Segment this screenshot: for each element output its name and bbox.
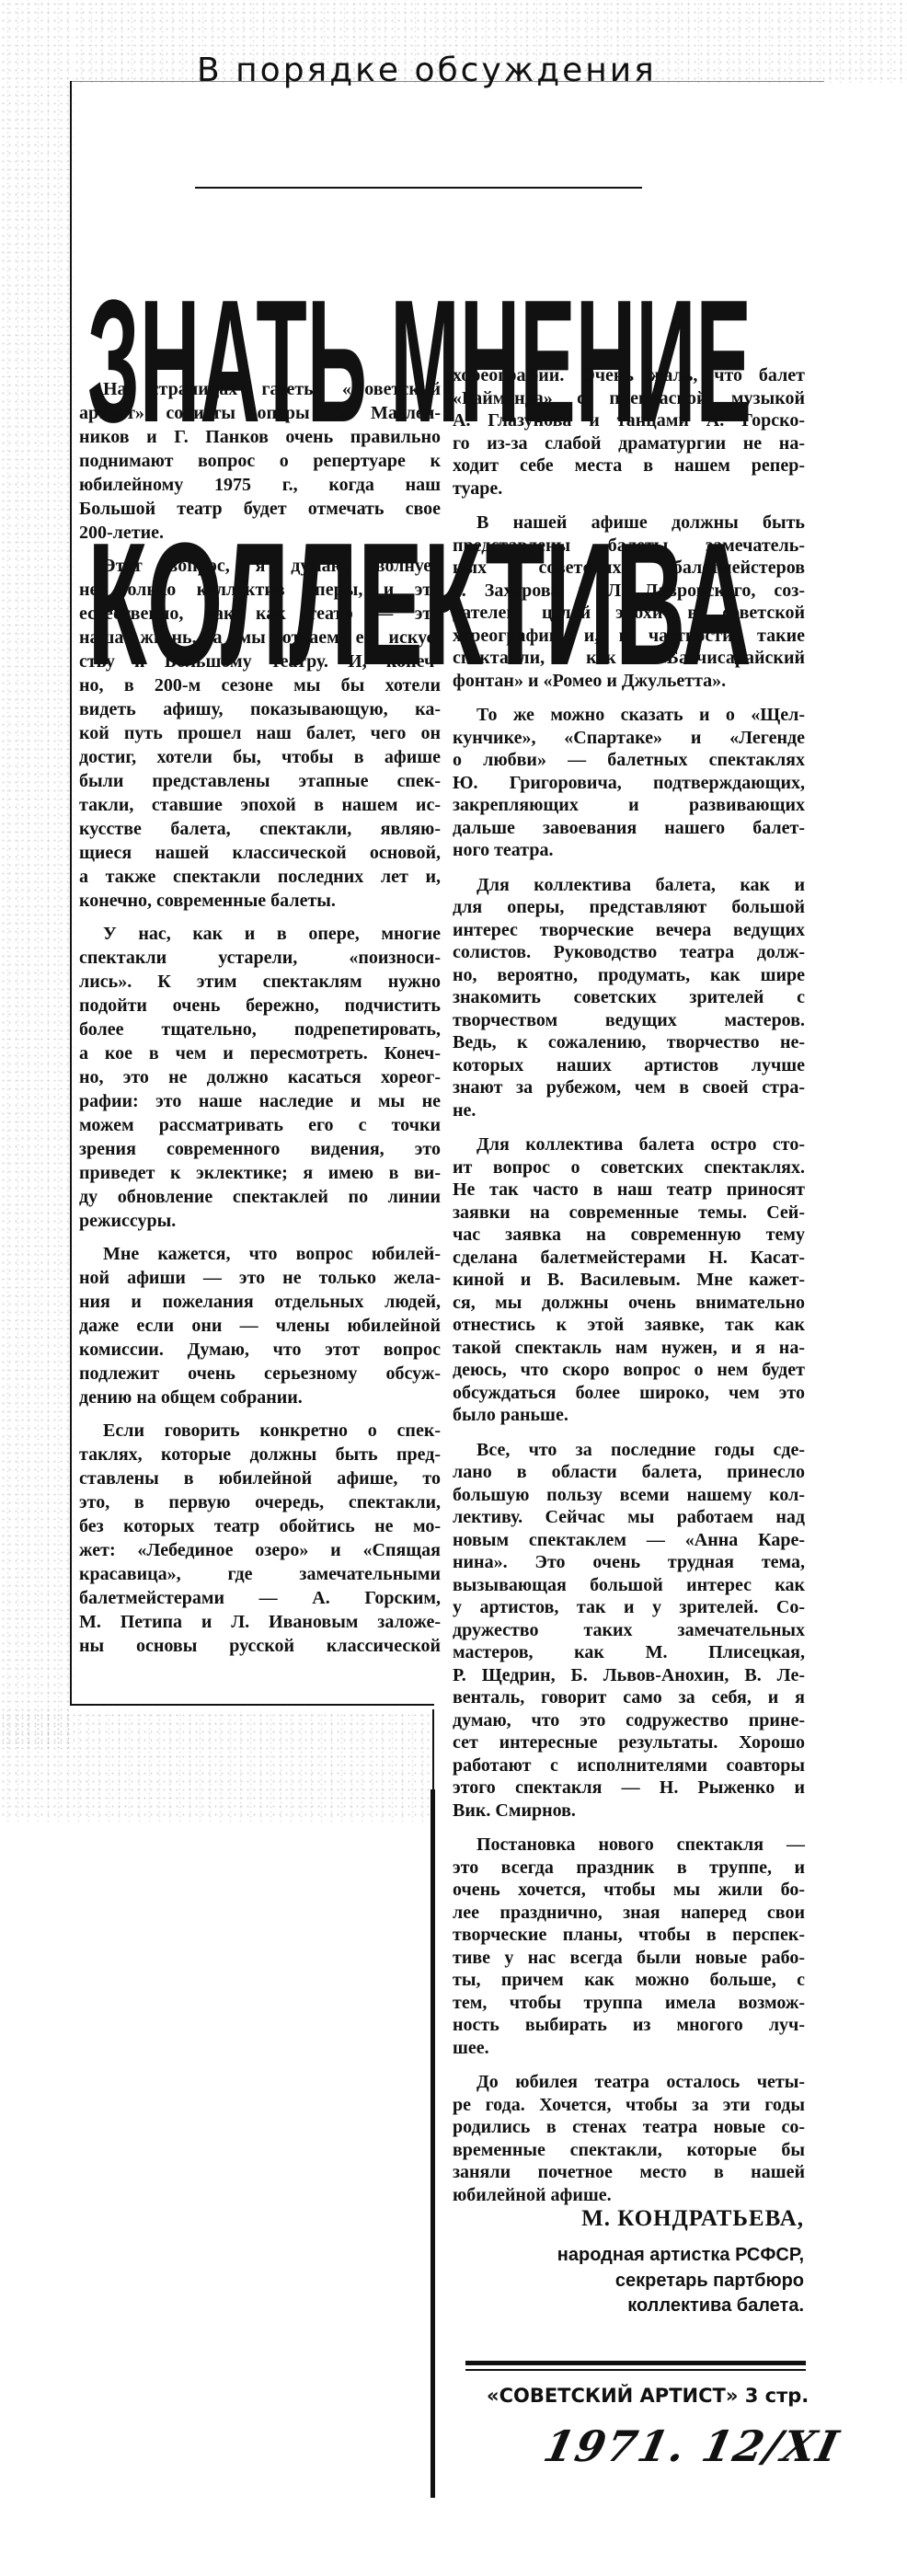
text-line: Вик. Смирнов.: [453, 1800, 576, 1821]
text-line: До юбилея театра осталось четы-: [476, 2072, 805, 2092]
column1-bottom-rule: [70, 1704, 434, 1706]
text-line: ся, мы должны очень внимательно: [453, 1292, 805, 1313]
paragraph: [453, 704, 805, 862]
text-line: ре года. Хочется, чтобы за эти годы: [453, 2094, 805, 2115]
text-line: Мне кажется, что вопрос юбилей-: [103, 1244, 441, 1264]
paragraph: [453, 1133, 805, 1427]
text-line: юбилейной афише.: [453, 2184, 612, 2205]
text-line: Для коллектива балета, как и: [476, 874, 805, 895]
text-line: творчеством ведущих мастеров.: [453, 1009, 805, 1030]
text-line: о любви» — балетных спектаклях: [453, 750, 805, 770]
text-line: наша жизнь, а мы отдаем ее искус-: [79, 627, 441, 648]
text-line: подойти очень бережно, подчистить: [79, 995, 441, 1016]
article-column-2: [453, 364, 805, 2218]
text-line: венталь, говорит само за себя, и я: [453, 1687, 805, 1708]
text-line: деюсь, что скоро вопрос о нем будет: [453, 1360, 805, 1380]
text-line: 200-летие.: [79, 523, 164, 543]
text-line: поднимают вопрос о репертуаре к: [79, 451, 441, 471]
text-line: Большой театр будет отмечать свое: [79, 499, 441, 519]
text-line: ходит себе места в нашем репер-: [453, 455, 805, 476]
text-line: Ведь, к сожалению, творчество не-: [453, 1032, 805, 1052]
text-line: временные спектакли, которые бы: [453, 2139, 805, 2160]
text-line: спектакли устарели, «поизноси-: [79, 948, 441, 968]
text-line: ния и пожелания отдельных людей,: [79, 1292, 441, 1312]
text-line: кусстве балета, спектакли, являю-: [79, 819, 441, 839]
text-line: ного театра.: [453, 840, 554, 860]
paragraph: [453, 1834, 805, 2059]
text-line: а также спектакли последних лет и,: [79, 867, 441, 887]
text-line: видеть афишу, показывающую, ка-: [79, 699, 441, 719]
text-line: лективу. Сейчас мы работаем над: [453, 1507, 805, 1527]
paragraph: [453, 512, 805, 692]
text-line: у артистов, так и у зрителей. Со-: [453, 1597, 805, 1617]
text-line: кунчике», «Спартаке» и «Легенде: [453, 727, 805, 748]
text-line: это, в первую очередь, спектакли,: [79, 1492, 441, 1512]
text-line: хореографии, и, в частности, такие: [453, 625, 805, 646]
text-line: родились в стенах театра новые со-: [453, 2117, 805, 2137]
text-line: Ю. Григоровича, подтверждающих,: [453, 772, 805, 793]
text-line: конечно, современные балеты.: [79, 891, 336, 911]
handwritten-date: 1971. 12/XI: [539, 2421, 844, 2471]
text-line: То же можно сказать и о «Щел-: [476, 705, 805, 725]
text-line: туаре.: [453, 477, 503, 499]
text-line: обсуждаться более широко, чем это: [453, 1382, 805, 1403]
text-line: без которых театр обойтись не мо-: [79, 1516, 441, 1536]
text-line: рафии: это наше наследие и мы не: [79, 1091, 441, 1111]
text-line: тиве у нас всегда были новые рабо-: [453, 1947, 805, 1968]
text-line: дателей целой эпохи в советской: [453, 603, 805, 623]
text-line: более тщательно, подрепетировать,: [79, 1019, 441, 1040]
paragraph: [79, 554, 441, 913]
text-line: киной и В. Василевым. Мне кажет-: [453, 1270, 805, 1290]
paper-speckle-bottom-left: [0, 1711, 432, 1822]
text-line: режиссуры.: [79, 1211, 177, 1231]
paragraph: [453, 1439, 805, 1823]
text-line: не.: [453, 1099, 476, 1121]
text-line: мастеров, как М. Плисецкая,: [453, 1642, 805, 1662]
text-line: час заявка на современную тему: [453, 1225, 805, 1245]
paragraph: [453, 2071, 805, 2206]
text-line: но, вероятно, продумать, как шире: [453, 964, 805, 985]
author-position-2: коллектива балета.: [627, 2295, 804, 2316]
text-line: солистов. Руководство театра долж-: [453, 942, 805, 962]
author-position-1: секретарь партбюро: [614, 2271, 804, 2291]
author-title: народная артистка РСФСР,: [557, 2245, 804, 2265]
text-line: это всегда праздник в труппе, и: [453, 1857, 805, 1878]
text-line: знакомить советских зрителей с: [453, 987, 805, 1007]
footer-rule-thin: [465, 2369, 806, 2371]
paragraph: [79, 922, 441, 1233]
column2-left-rule-thin: [432, 1709, 434, 1792]
text-line: сделана балетмейстерами Н. Касат-: [453, 1247, 805, 1268]
text-line: жет: «Лебединое озеро» и «Спящая: [79, 1540, 441, 1560]
text-line: комиссии. Думаю, что этот вопрос: [79, 1340, 441, 1360]
text-line: новым спектаклем — «Анна Каре-: [453, 1529, 805, 1550]
text-line: были представлены этапные спек-: [79, 771, 441, 791]
text-line: а кое в чем и пересмотреть. Конеч-: [79, 1043, 441, 1064]
text-line: закрепляющих и развивающих: [453, 795, 805, 815]
text-line: лее празднично, зная наперед свои: [453, 1902, 805, 1923]
text-line: естественно, так как театр — это: [79, 604, 441, 624]
text-line: М. Петипа и Л. Ивановым заложе-: [79, 1612, 441, 1632]
text-line: представлены балеты замечатель-: [453, 535, 805, 556]
text-line: было раньше.: [453, 1405, 568, 1425]
section-kicker: В порядке обсуждения: [197, 52, 657, 89]
author-name: М. КОНДРАТЬЕВА,: [581, 2206, 804, 2231]
text-line: думаю, что это содружество прине-: [453, 1709, 805, 1731]
text-line: У нас, как и в опере, многие: [103, 924, 441, 944]
text-line: но, в 200-м сезоне мы бы хотели: [79, 675, 441, 696]
text-line: интерес творческие вечера ведущих: [453, 919, 805, 940]
paragraph: [79, 1419, 441, 1658]
text-line: Постановка нового спектакля —: [476, 1834, 805, 1855]
text-line: дружество таких замечательных: [453, 1619, 805, 1640]
text-line: Р. Щедрин, Б. Львов-Анохин, В. Ле-: [453, 1664, 805, 1685]
text-line: «Раймонда» с прекрасной музыкой: [453, 387, 805, 408]
text-line: большую пользу всеми нашему кол-: [453, 1484, 805, 1505]
paragraph: [453, 874, 805, 1122]
text-line: не только коллектив оперы, и это: [79, 580, 441, 600]
text-line: ству и Большому театру. И, конеч-: [79, 651, 441, 672]
text-line: вызывающая большой интерес как: [453, 1574, 805, 1595]
text-line: ит вопрос о советских спектаклях.: [453, 1156, 805, 1178]
text-line: приведет к эклектике; я имею в ви-: [79, 1163, 441, 1183]
text-line: артист» солисты оперы А. Маслен-: [79, 403, 441, 423]
text-line: Если говорить конкретно о спек-: [103, 1420, 441, 1441]
text-line: красавица», где замечательными: [79, 1564, 441, 1584]
text-line: подлежит очень серьезному обсуж-: [79, 1363, 441, 1384]
text-line: отнестись к этой заявке, так как: [453, 1315, 805, 1335]
paragraph: [453, 364, 805, 500]
text-line: заявки на современные темы. Сей-: [453, 1202, 805, 1223]
source-citation: «СОВЕТСКИЙ АРТИСТ» 3 стр.: [487, 2385, 809, 2407]
headline-line-2: КОЛЛЕКТИВА: [87, 507, 752, 699]
text-line: которых наших артистов лучше: [453, 1054, 805, 1075]
text-line: В нашей афише должны быть: [476, 512, 805, 533]
article-column-1: [79, 377, 441, 1667]
text-line: можем рассматривать его с точки: [79, 1115, 441, 1135]
text-line: даже если они — члены юбилейной: [79, 1316, 441, 1336]
text-line: очень хочется, чтобы мы жили бо-: [453, 1880, 805, 1900]
text-line: такли, ставшие эпохой в нашем ис-: [79, 795, 441, 815]
text-line: но, это не должно касаться хореог-: [79, 1067, 441, 1087]
text-line: ты, причем как можно больше, с: [453, 1970, 805, 1990]
text-line: дальше завоевания нашего балет-: [453, 817, 805, 838]
text-line: знают за рубежом, чем в своей стра-: [453, 1077, 805, 1098]
text-line: достиг, хотели бы, чтобы в афише: [79, 747, 441, 767]
text-line: зрения современного видения, это: [79, 1139, 441, 1159]
column2-left-rule-thick: [431, 1789, 435, 2498]
text-line: Этот вопрос, я думаю, волнует: [103, 556, 441, 576]
text-line: лано в области балета, принесло: [453, 1462, 805, 1482]
text-line: творческие планы, чтобы в перспек-: [453, 1925, 805, 1945]
text-line: хореографии. Очень жаль, что балет: [453, 365, 805, 385]
text-line: ны основы русской классической: [79, 1636, 441, 1656]
text-line: Р. Захарова и Л. Лавровского, соз-: [453, 580, 805, 601]
text-line: ников и Г. Панков очень правильно: [79, 427, 441, 447]
text-line: спектакли, как «Бахчисарайский: [453, 648, 805, 668]
text-line: этого спектакля — Н. Рыженко и: [453, 1777, 805, 1798]
text-line: ной афиши — это не только жела-: [79, 1268, 441, 1288]
text-line: Не так часто в наш театр приносят: [453, 1179, 805, 1200]
text-line: кой путь прошел наш балет, чего он: [79, 723, 441, 743]
text-line: ных советских балетмейстеров: [453, 558, 805, 578]
paragraph: [79, 1242, 441, 1409]
text-line: для оперы, представляют большой: [453, 897, 805, 917]
text-line: балетмейстерами — А. Горским,: [79, 1588, 441, 1608]
text-line: такой спектакль нам нужен, и я на-: [453, 1337, 805, 1358]
text-line: Для коллектива балета остро сто-: [476, 1134, 805, 1155]
text-line: сет интересные результаты. Хорошо: [453, 1732, 805, 1753]
footer-rule-thick: [465, 2361, 806, 2365]
text-line: нина». Это очень трудная тема,: [453, 1552, 805, 1572]
text-line: работают с исполнителями соавторы: [453, 1754, 805, 1776]
text-line: го из-за слабой драматургии не на-: [453, 432, 805, 454]
text-line: юбилейному 1975 г., когда наш: [79, 475, 441, 495]
text-line: щиеся нашей классической основой,: [79, 843, 441, 863]
headline-line-1: ЗНАТЬ МНЕНИЕ: [87, 264, 752, 459]
text-line: дению на общем собрании.: [79, 1387, 303, 1408]
text-line: А. Глазунова и танцами А. Горско-: [453, 410, 805, 431]
text-line: ставлены в юбилейной афише, то: [79, 1468, 441, 1489]
text-line: таклях, которые должны быть пред-: [79, 1444, 441, 1465]
text-line: Все, что за последние годы сде-: [476, 1439, 805, 1460]
text-line: лись». К этим спектаклям нужно: [79, 972, 441, 992]
text-line: заняли почетное место в нашей: [453, 2162, 805, 2182]
text-line: тем, чтобы труппа имела возмож-: [453, 1992, 805, 2013]
text-line: шее.: [453, 2037, 489, 2058]
text-line: ду обновление спектаклей по линии: [79, 1187, 441, 1207]
paragraph: [79, 377, 441, 545]
text-line: ность выбирать из многого луч-: [453, 2015, 805, 2035]
text-line: На страницах газеты «Советский: [103, 379, 441, 399]
text-line: фонтан» и «Ромео и Джульетта».: [453, 670, 727, 691]
